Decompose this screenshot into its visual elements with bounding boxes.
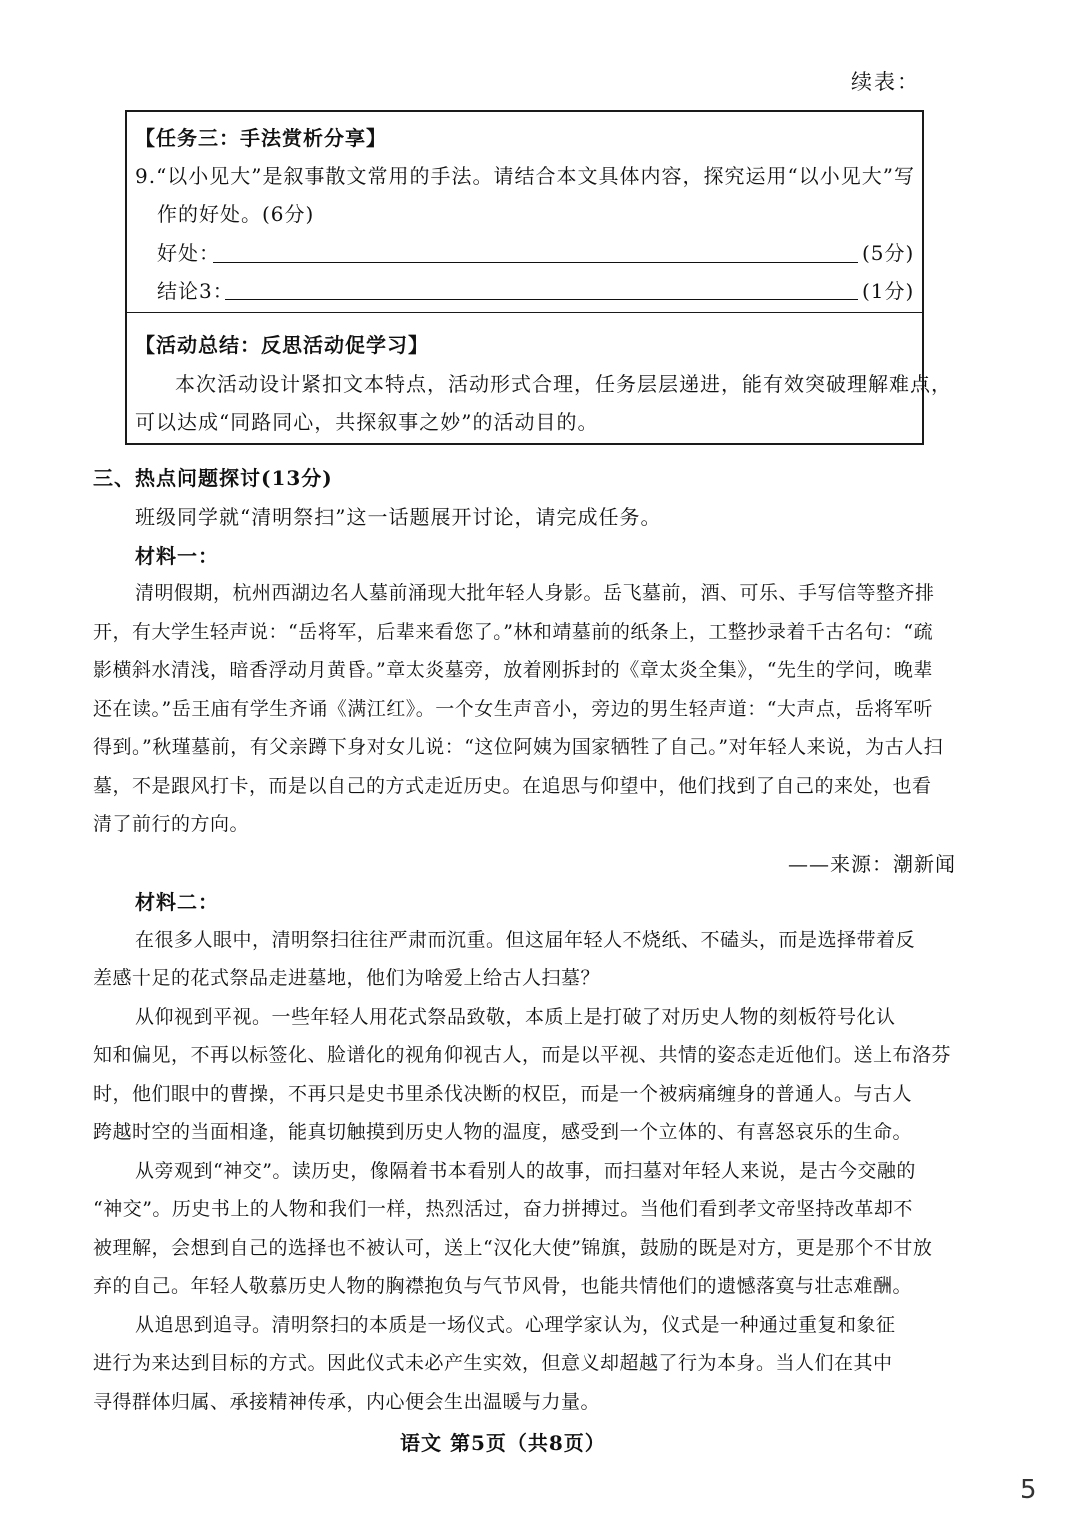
conclusion-answer-line[interactable]	[225, 299, 858, 300]
page-footer: 语文 第5页（共8页）	[400, 1431, 606, 1455]
section3-heading: 三、热点问题探讨(13分)	[93, 466, 333, 490]
material1-line: 开，有大学生轻声说：“岳将军，后辈来看您了。”林和靖墓前的纸条上，工整抄录着千古名句：“疏	[93, 621, 934, 643]
material2-line: 从追思到追寻。清明祭扫的本质是一场仪式。心理学家认为，仪式是一种通过重复和象征	[135, 1314, 896, 1336]
material2-line: 弃的自己。年轻人敬慕历史人物的胸襟抱负与气节风骨，也能共情他们的遗憾落寞与壮志难酬。	[93, 1275, 913, 1297]
benefit-points: (5分)	[862, 241, 915, 265]
material1-line: 得到。”秋瑾墓前，有父亲蹲下身对女儿说：“这位阿姨为国家牺牲了自己。”对年轻人来说，为古人扫	[93, 736, 944, 758]
summary-line2: 可以达成“同路同心，共探叙事之妙”的活动目的。	[135, 410, 599, 434]
material1-line: 影横斜水清浅，暗香浮动月黄昏。”章太炎墓旁，放着刚拆封的《章太炎全集》，“先生的学问，晚辈	[93, 659, 933, 681]
material2-line: 被理解，会想到自己的选择也不被认可，送上“汉化大使”锦旗，鼓励的既是对方，更是那个不甘放	[93, 1237, 933, 1259]
material2-line: 寻得群体归属、承接精神传承，内心便会生出温暖与力量。	[93, 1391, 601, 1413]
summary-heading: 【活动总结：反思活动促学习】	[135, 333, 429, 357]
material2-line: 在很多人眼中，清明祭扫往往严肃而沉重。但这届年轻人不烧纸、不磕头，而是选择带着反	[135, 929, 916, 951]
material2-label: 材料二：	[135, 890, 219, 914]
task3-heading: 【任务三：手法赏析分享】	[135, 126, 387, 150]
material2-line: 从仰视到平视。一些年轻人用花式祭品致敬，本质上是打破了对历史人物的刻板符号化认	[135, 1006, 896, 1028]
material2-line: 差感十足的花式祭品走进墓地，他们为啥爱上给古人扫墓？	[93, 967, 601, 989]
material1-line: 清了前行的方向。	[93, 813, 250, 835]
section3-intro: 班级同学就“清明祭扫”这一话题展开讨论，请完成任务。	[135, 505, 662, 529]
conclusion-points: (1分)	[862, 279, 915, 303]
material2-line: 知和偏见，不再以标签化、脸谱化的视角仰视古人，而是以平视、共情的姿态走近他们。送上布洛芬	[93, 1044, 952, 1066]
page-number: 5	[1020, 1475, 1037, 1505]
material1-label: 材料一：	[135, 544, 219, 568]
material1-source: ——来源：潮新闻	[788, 852, 956, 876]
material1-line: 清明假期，杭州西湖边名人墓前涌现大批年轻人身影。岳飞墓前，酒、可乐、手写信等整齐排	[135, 582, 935, 604]
question-9-line1: 9.“以小见大”是叙事散文常用的手法。请结合本文具体内容，探究运用“以小见大”写	[135, 164, 915, 188]
material2-line: 从旁观到“神交”。读历史，像隔着书本看别人的故事，而扫墓对年轻人来说，是古今交融的	[135, 1160, 916, 1182]
material1-line: 墓，不是跟风打卡，而是以自己的方式走近历史。在追思与仰望中，他们找到了自己的来处，也看	[93, 775, 932, 797]
material2-line: “神交”。历史书上的人物和我们一样，热烈活过，奋力拼搏过。当他们看到孝文帝坚持改革却不	[93, 1198, 913, 1220]
summary-line1: 本次活动设计紧扣文本特点，活动形式合理，任务层层递进，能有效突破理解难点，	[175, 372, 952, 396]
material2-line: 时，他们眼中的曹操，不再只是史书里杀伐决断的权臣，而是一个被病痛缠身的普通人。与古人	[93, 1083, 913, 1105]
benefit-answer-line[interactable]	[213, 262, 858, 263]
material2-line: 进行为来达到目标的方式。因此仪式未必产生实效，但意义却超越了行为本身。当人们在其中	[93, 1352, 893, 1374]
continued-label: 续表：	[851, 70, 920, 94]
benefit-label: 好处：	[157, 241, 220, 265]
material2-line: 跨越时空的当面相逢，能真切触摸到历史人物的温度，感受到一个立体的、有喜怒哀乐的生命。	[93, 1121, 913, 1143]
material1-line: 还在读。”岳王庙有学生齐诵《满江红》。一个女生声音小，旁边的男生轻声道：“大声点，岳将军听	[93, 698, 933, 720]
question-9-line2: 作的好处。(6分)	[157, 202, 315, 226]
conclusion-label: 结论3：	[157, 279, 234, 303]
box-divider	[127, 312, 922, 313]
